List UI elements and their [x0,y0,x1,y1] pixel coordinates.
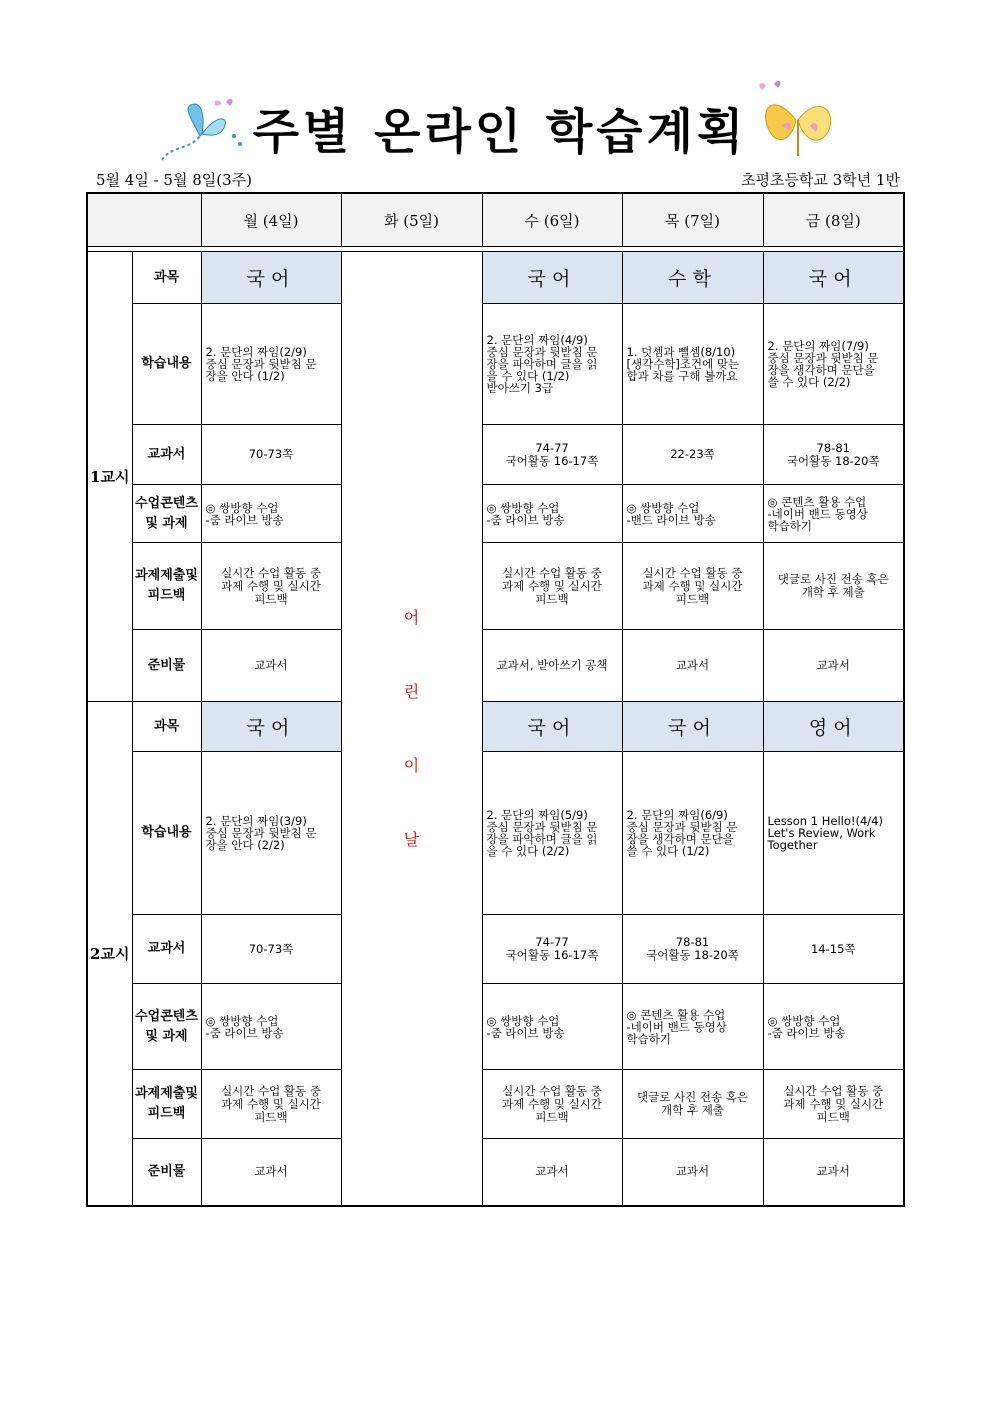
p2-fri-class: ◎ 쌍방향 수업 -줌 라이브 방송 [763,984,904,1070]
title-area [0,96,992,166]
p2-materials-row [87,1139,904,1206]
row-label-textbook: 교과서 [132,425,201,485]
p2-thu-subject: 국어 [622,702,763,752]
butterfly-right-icon [752,80,842,160]
p2-wed-feedback: 실시간 수업 활동 중 과제 수행 및 실시간 피드백 [482,1070,622,1139]
p2-fri-materials: 교과서 [763,1139,904,1206]
row-label-subject: 과목 [132,702,201,752]
row-label-materials: 준비물 [132,630,201,702]
p1-fri-textbook: 78-81 국어활동 18-20쪽 [763,425,904,485]
p2-thu-materials: 교과서 [622,1139,763,1206]
p1-thu-class: ◎ 쌍방향 수업 -밴드 라이브 방송 [622,485,763,543]
row-label-class: 수업콘텐츠 및 과제 [132,485,201,543]
p1-mon-class: ◎ 쌍방향 수업 -줌 라이브 방송 [201,485,341,543]
header-corner [87,193,201,247]
day-header-thu: 목 (7일) [622,193,763,247]
p1-thu-content: 1. 덧셈과 뺄셈(8/10) [생각수학]조건에 맞는 합과 차를 구해 볼까요 [622,304,763,425]
p1-fri-feedback: 댓글로 사진 전송 혹은 개학 후 제출 [763,543,904,630]
p1-thu-materials: 교과서 [622,630,763,702]
p1-wed-class: ◎ 쌍방향 수업 -줌 라이브 방송 [482,485,622,543]
p1-wed-content: 2. 문단의 짜임(4/9) 중심 문장과 뒷받침 문 장을 파악하며 글을 읽 을 수 있다 (1/2) 받아쓰기 3급 [482,304,622,425]
p2-mon-class: ◎ 쌍방향 수업 -줌 라이브 방송 [201,984,341,1070]
p2-mon-subject: 국어 [201,702,341,752]
p2-content-row [87,752,904,915]
p1-mon-materials: 교과서 [201,630,341,702]
p1-subject-row [87,252,904,304]
row-label-content: 학습내용 [132,752,201,915]
p1-wed-materials: 교과서, 받아쓰기 공책 [482,630,622,702]
day-header-wed: 수 (6일) [482,193,622,247]
p1-wed-subject: 국어 [482,252,622,304]
p1-thu-subject: 수학 [622,252,763,304]
school-info: 초평초등학교 3학년 1반 [740,171,900,189]
p1-mon-content: 2. 문단의 짜임(2/9) 중심 문장과 뒷받침 문 장을 안다 (1/2) [201,304,341,425]
p2-class-row [87,984,904,1070]
row-label-textbook: 교과서 [132,915,201,984]
p2-mon-feedback: 실시간 수업 활동 중 과제 수행 및 실시간 피드백 [201,1070,341,1139]
row-label-subject: 과목 [132,252,201,304]
row-label-content: 학습내용 [132,304,201,425]
p1-mon-feedback: 실시간 수업 활동 중 과제 수행 및 실시간 피드백 [201,543,341,630]
row-label-materials: 준비물 [132,1139,201,1206]
p1-fri-subject: 국어 [763,252,904,304]
row-label-feedback: 과제제출및 피드백 [132,1070,201,1139]
p2-thu-content: 2. 문단의 짜임(6/9) 중심 문장과 뒷받침 문 장을 생각하며 문단을 쓸 수 있다 (1/2) [622,752,763,915]
p1-mon-textbook: 70-73쪽 [201,425,341,485]
p1-fri-class: ◎ 콘텐츠 활용 수업 -네이버 밴드 동영상 학습하기 [763,485,904,543]
holiday-text: 어 린 이 날 [403,608,420,849]
row-label-feedback: 과제제출및 피드백 [132,543,201,630]
p2-fri-feedback: 실시간 수업 활동 중 과제 수행 및 실시간 피드백 [763,1070,904,1139]
p2-fri-content: Lesson 1 Hello!(4/4) Let's Review, Work Together [763,752,904,915]
p2-fri-textbook: 14-15쪽 [763,915,904,984]
p2-mon-materials: 교과서 [201,1139,341,1206]
p1-thu-textbook: 22-23쪽 [622,425,763,485]
header-row [87,193,904,247]
p2-wed-textbook: 74-77 국어활동 16-17쪽 [482,915,622,984]
p1-materials-row [87,630,904,702]
p2-thu-feedback: 댓글로 사진 전송 혹은 개학 후 제출 [622,1070,763,1139]
p2-mon-content: 2. 문단의 짜임(3/9) 중심 문장과 뒷받침 문 장을 안다 (2/2) [201,752,341,915]
day-header-tue: 화 (5일) [341,193,482,247]
butterfly-left-icon [160,96,250,164]
weekly-plan-table [86,192,905,1207]
p2-feedback-row [87,1070,904,1139]
p2-wed-class: ◎ 쌍방향 수업 -줌 라이브 방송 [482,984,622,1070]
p1-mon-subject: 국어 [201,252,341,304]
p1-fri-materials: 교과서 [763,630,904,702]
p1-fri-content: 2. 문단의 짜임(7/9) 중심 문장과 뒷받침 문 장을 생각하며 문단을 쓸 수 있다 (2/2) [763,304,904,425]
p2-textbook-row [87,915,904,984]
page-title: 주별 온라인 학습계획 [252,104,748,160]
period-1-label: 1교시 [87,252,132,702]
p2-wed-materials: 교과서 [482,1139,622,1206]
p1-wed-textbook: 74-77 국어활동 16-17쪽 [482,425,622,485]
p1-textbook-row [87,425,904,485]
p2-thu-class: ◎ 콘텐츠 활용 수업 -네이버 밴드 동영상 학습하기 [622,984,763,1070]
holiday-column [341,252,482,1206]
day-header-fri: 금 (8일) [763,193,904,247]
p2-wed-content: 2. 문단의 짜임(5/9) 중심 문장과 뒷받침 문 장을 파악하며 글을 읽 을 수 있다 (2/2) [482,752,622,915]
p2-subject-row [87,702,904,752]
period-2-label: 2교시 [87,702,132,1206]
p2-fri-subject: 영어 [763,702,904,752]
p2-thu-textbook: 78-81 국어활동 18-20쪽 [622,915,763,984]
row-label-class: 수업콘텐츠 및 과제 [132,984,201,1070]
p1-feedback-row [87,543,904,630]
p1-thu-feedback: 실시간 수업 활동 중 과제 수행 및 실시간 피드백 [622,543,763,630]
p1-wed-feedback: 실시간 수업 활동 중 과제 수행 및 실시간 피드백 [482,543,622,630]
day-header-mon: 월 (4일) [201,193,341,247]
p1-class-row [87,485,904,543]
p2-mon-textbook: 70-73쪽 [201,915,341,984]
p2-wed-subject: 국어 [482,702,622,752]
week-range: 5월 4일 - 5월 8일(3주) [96,171,253,189]
p1-content-row [87,304,904,425]
